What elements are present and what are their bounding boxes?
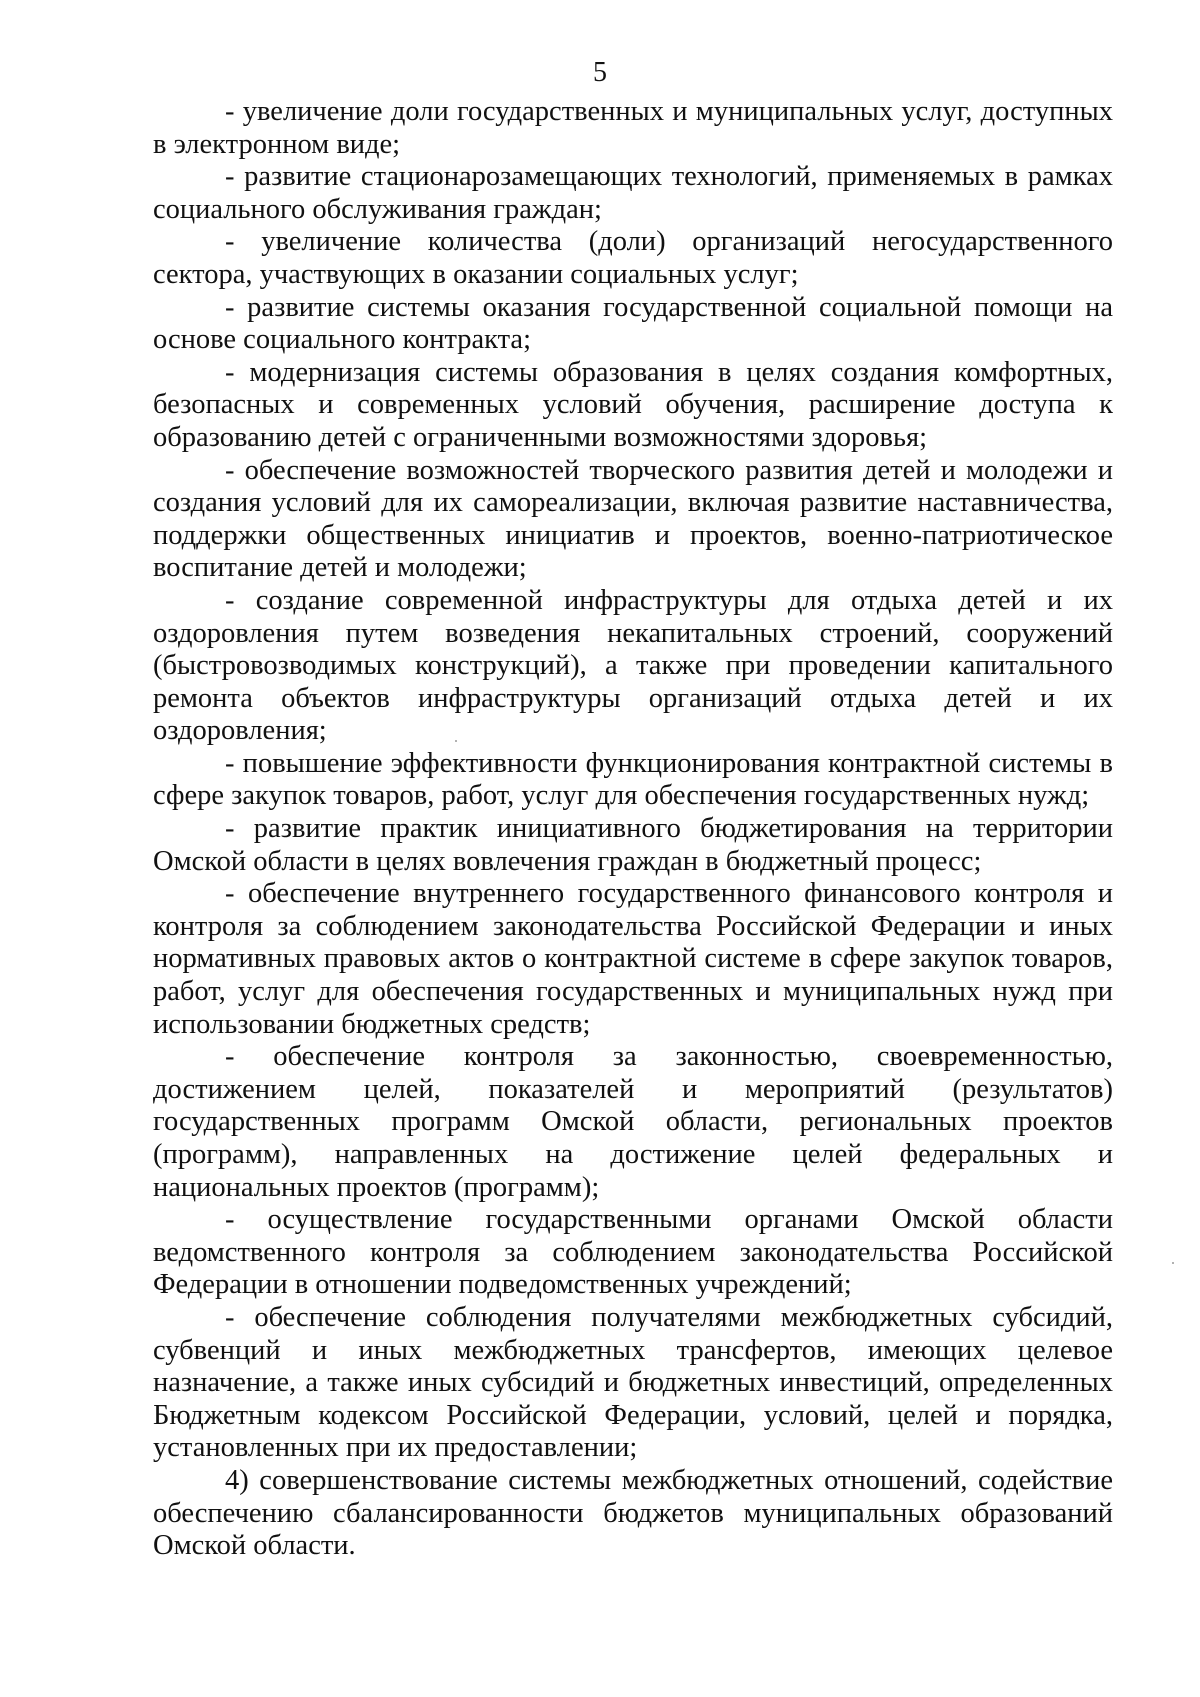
page-number: 5 <box>593 57 607 88</box>
paragraph-departmental-control: - осуществление государственными органами Омской области ведомственного контроля за соблюдением законодательства Российской Федерации в отношении подведомственных учреждений; <box>153 1204 1113 1301</box>
paragraph-social-contract: - развитие системы оказания государственной социальной помощи на основе социального контракта; <box>153 291 1113 356</box>
paragraph-electronic-services: - увеличение доли государственных и муниципальных услуг, доступных в электронном виде; <box>153 96 1113 160</box>
paragraph-inpatient-replacing-technologies: - развитие стационарозамещающих технологий, применяемых в рамках социального обслуживания граждан; <box>153 161 1113 225</box>
paragraph-non-state-sector: - увеличение количества (доли) организаций негосударственного сектора, участвующих в оказании социальных услуг; <box>153 226 1113 290</box>
paragraph-recreation-infrastructure: - создание современной инфраструктуры для отдыха детей и их оздоровления путем возведения некапитальных строений, сооружений (быстровозводимых конструкций), а также при проведении капитального ремонта объектов инфраструктуры организаций отдыха детей и их оздоровления; <box>153 584 1113 747</box>
paragraph-financial-control: - обеспечение внутреннего государственного финансового контроля и контроля за соблюдением законодательства Российской Федерации и иных нормативных правовых актов о контрактной системе в сфере закупок товаров, работ, услуг для обеспечения государственных и муниципальных нужд при использовании бюджетных средств; <box>153 878 1113 1040</box>
scan-speck <box>455 740 457 742</box>
paragraph-interbudgetary-compliance: - обеспечение соблюдения получателями межбюджетных субсидий, субвенций и иных межбюджетных трансфертов, имеющих целевое назначение, а также иных субсидий и бюджетных инвестиций, определенных Бюджетным кодексом Российской Федерации, условий, целей и порядка, установленных при их предоставлении; <box>153 1301 1113 1464</box>
paragraph-interbudgetary-relations: 4) совершенствование системы межбюджетных отношений, содействие обеспечению сбалансированности бюджетов муниципальных образований Омской области. <box>153 1464 1113 1562</box>
document-body <box>153 96 1113 1563</box>
paragraph-program-control: - обеспечение контроля за законностью, своевременностью, достижением целей, показателей и мероприятий (результатов) государственных программ Омской области, региональных проектов (программ), направленных на достижение целей федеральных и национальных проектов (программ); <box>153 1041 1113 1203</box>
paragraph-initiative-budgeting: - развитие практик инициативного бюджетирования на территории Омской области в целях вовлечения граждан в бюджетный процесс; <box>153 813 1113 877</box>
paragraph-education-modernization: - модернизация системы образования в целях создания комфортных, безопасных и современных условий обучения, расширение доступа к образованию детей с ограниченными возможностями здоровья; <box>153 356 1113 453</box>
paragraph-youth-development: - обеспечение возможностей творческого развития детей и молодежи и создания условий для их самореализации, включая развитие наставничества, поддержки общественных инициатив и проектов, военно-патриотическое воспитание детей и молодежи; <box>153 454 1113 584</box>
paragraph-contract-system: - повышение эффективности функционирования контрактной системы в сфере закупок товаров, работ, услуг для обеспечения государственных нужд; <box>153 747 1113 812</box>
scan-speck <box>1172 1262 1174 1264</box>
